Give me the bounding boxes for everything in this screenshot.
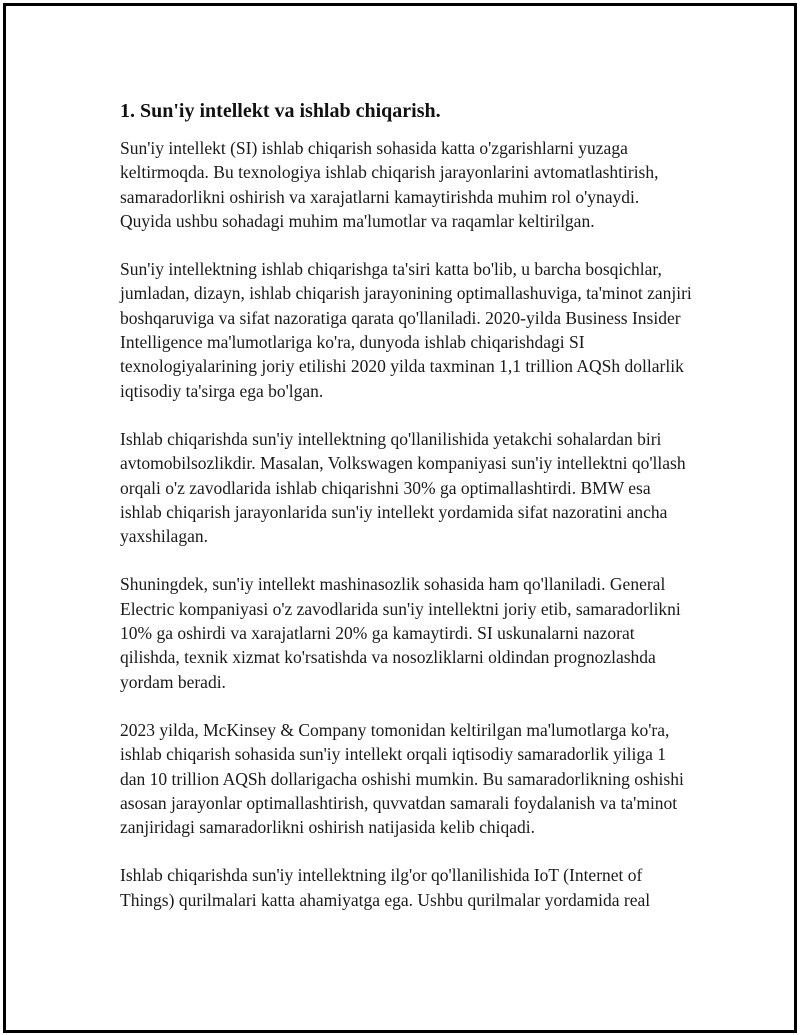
paragraph: Sun'iy intellektning ishlab chiqarishga ta'siri katta bo'lib, u barcha bosqichlar, jumladan, dizayn, ishlab chiqarish jarayonining optimallashuviga, ta'minot zanjiri boshqaruviga va sifat nazoratiga qarata qo'llaniladi. 2020-yilda Business Insider Intelligence ma'lumotlariga ko'ra, dunyoda ishlab chiqarishdagi SI texnologiyalarining joriy etilishi 2020 yilda taxminan 1,1 trillion AQSh dollarlik iqtisodiy ta'sirga ega bo'lgan. — [120, 259, 692, 401]
section-heading: 1. Sun'iy intellekt va ishlab chiqarish. — [120, 100, 441, 122]
paragraph: Shuningdek, sun'iy intellekt mashinasozlik sohasida ham qo'llaniladi. General Electric kompaniyasi o'z zavodlarida sun'iy intellektni joriy etib, samaradorlikni 10% ga oshirdi va xarajatlarni 20% ga kamaytirdi. SI uskunalarni nazorat qilishda, texnik xizmat ko'rsatishda va nosozliklarni oldindan prognozlashda yordam beradi. — [120, 574, 681, 692]
paragraph: 2023 yilda, McKinsey & Company tomonidan keltirilgan ma'lumotlarga ko'ra, ishlab chiqarish sohasida sun'iy intellekt orqali iqtisodiy samaradorlik yiliga 1 dan 10 trillion AQSh dollarigacha oshishi mumkin. Bu samaradorlikning oshishi asosan jarayonlar optimallashtirish, quvvatdan samarali foydalanish va ta'minot zanjiridagi samaradorlikni oshirish natijasida kelib chiqadi. — [120, 719, 684, 838]
paragraph: Ishlab chiqarishda sun'iy intellektning ilg'or qo'llanilishida IoT (Internet of Things) qurilmalari katta ahamiyatga ega. Ushbu qurilmalar yordamida real — [120, 865, 651, 910]
paragraph: Ishlab chiqarishda sun'iy intellektning qo'llanilishida yetakchi sohalardan biri avtomobilsozlikdir. Masalan, Volkswagen kompaniyasi sun'iy intellektni qo'llash orqali o'z zavodlarida ishlab chiqarishni 30% ga optimallashtirdi. BMW esa ishlab chiqarish jarayonlarida sun'iy intellekt yordamida sifat nazoratini ancha yaxshilagan. — [120, 428, 686, 547]
document-page — [3, 3, 797, 1033]
paragraph: Sun'iy intellekt (SI) ishlab chiqarish sohasida katta o'zgarishlarni yuzaga keltirmoqda. Bu texnologiya ishlab chiqarish jarayonlarini avtomatlashtirish, samaradorlikni oshirish va xarajatlarni kamaytirishda muhim rol o'ynaydi. Quyida ushbu sohadagi muhim ma'lumotlar va raqamlar keltirilgan. — [120, 138, 659, 231]
document-body — [120, 98, 695, 912]
